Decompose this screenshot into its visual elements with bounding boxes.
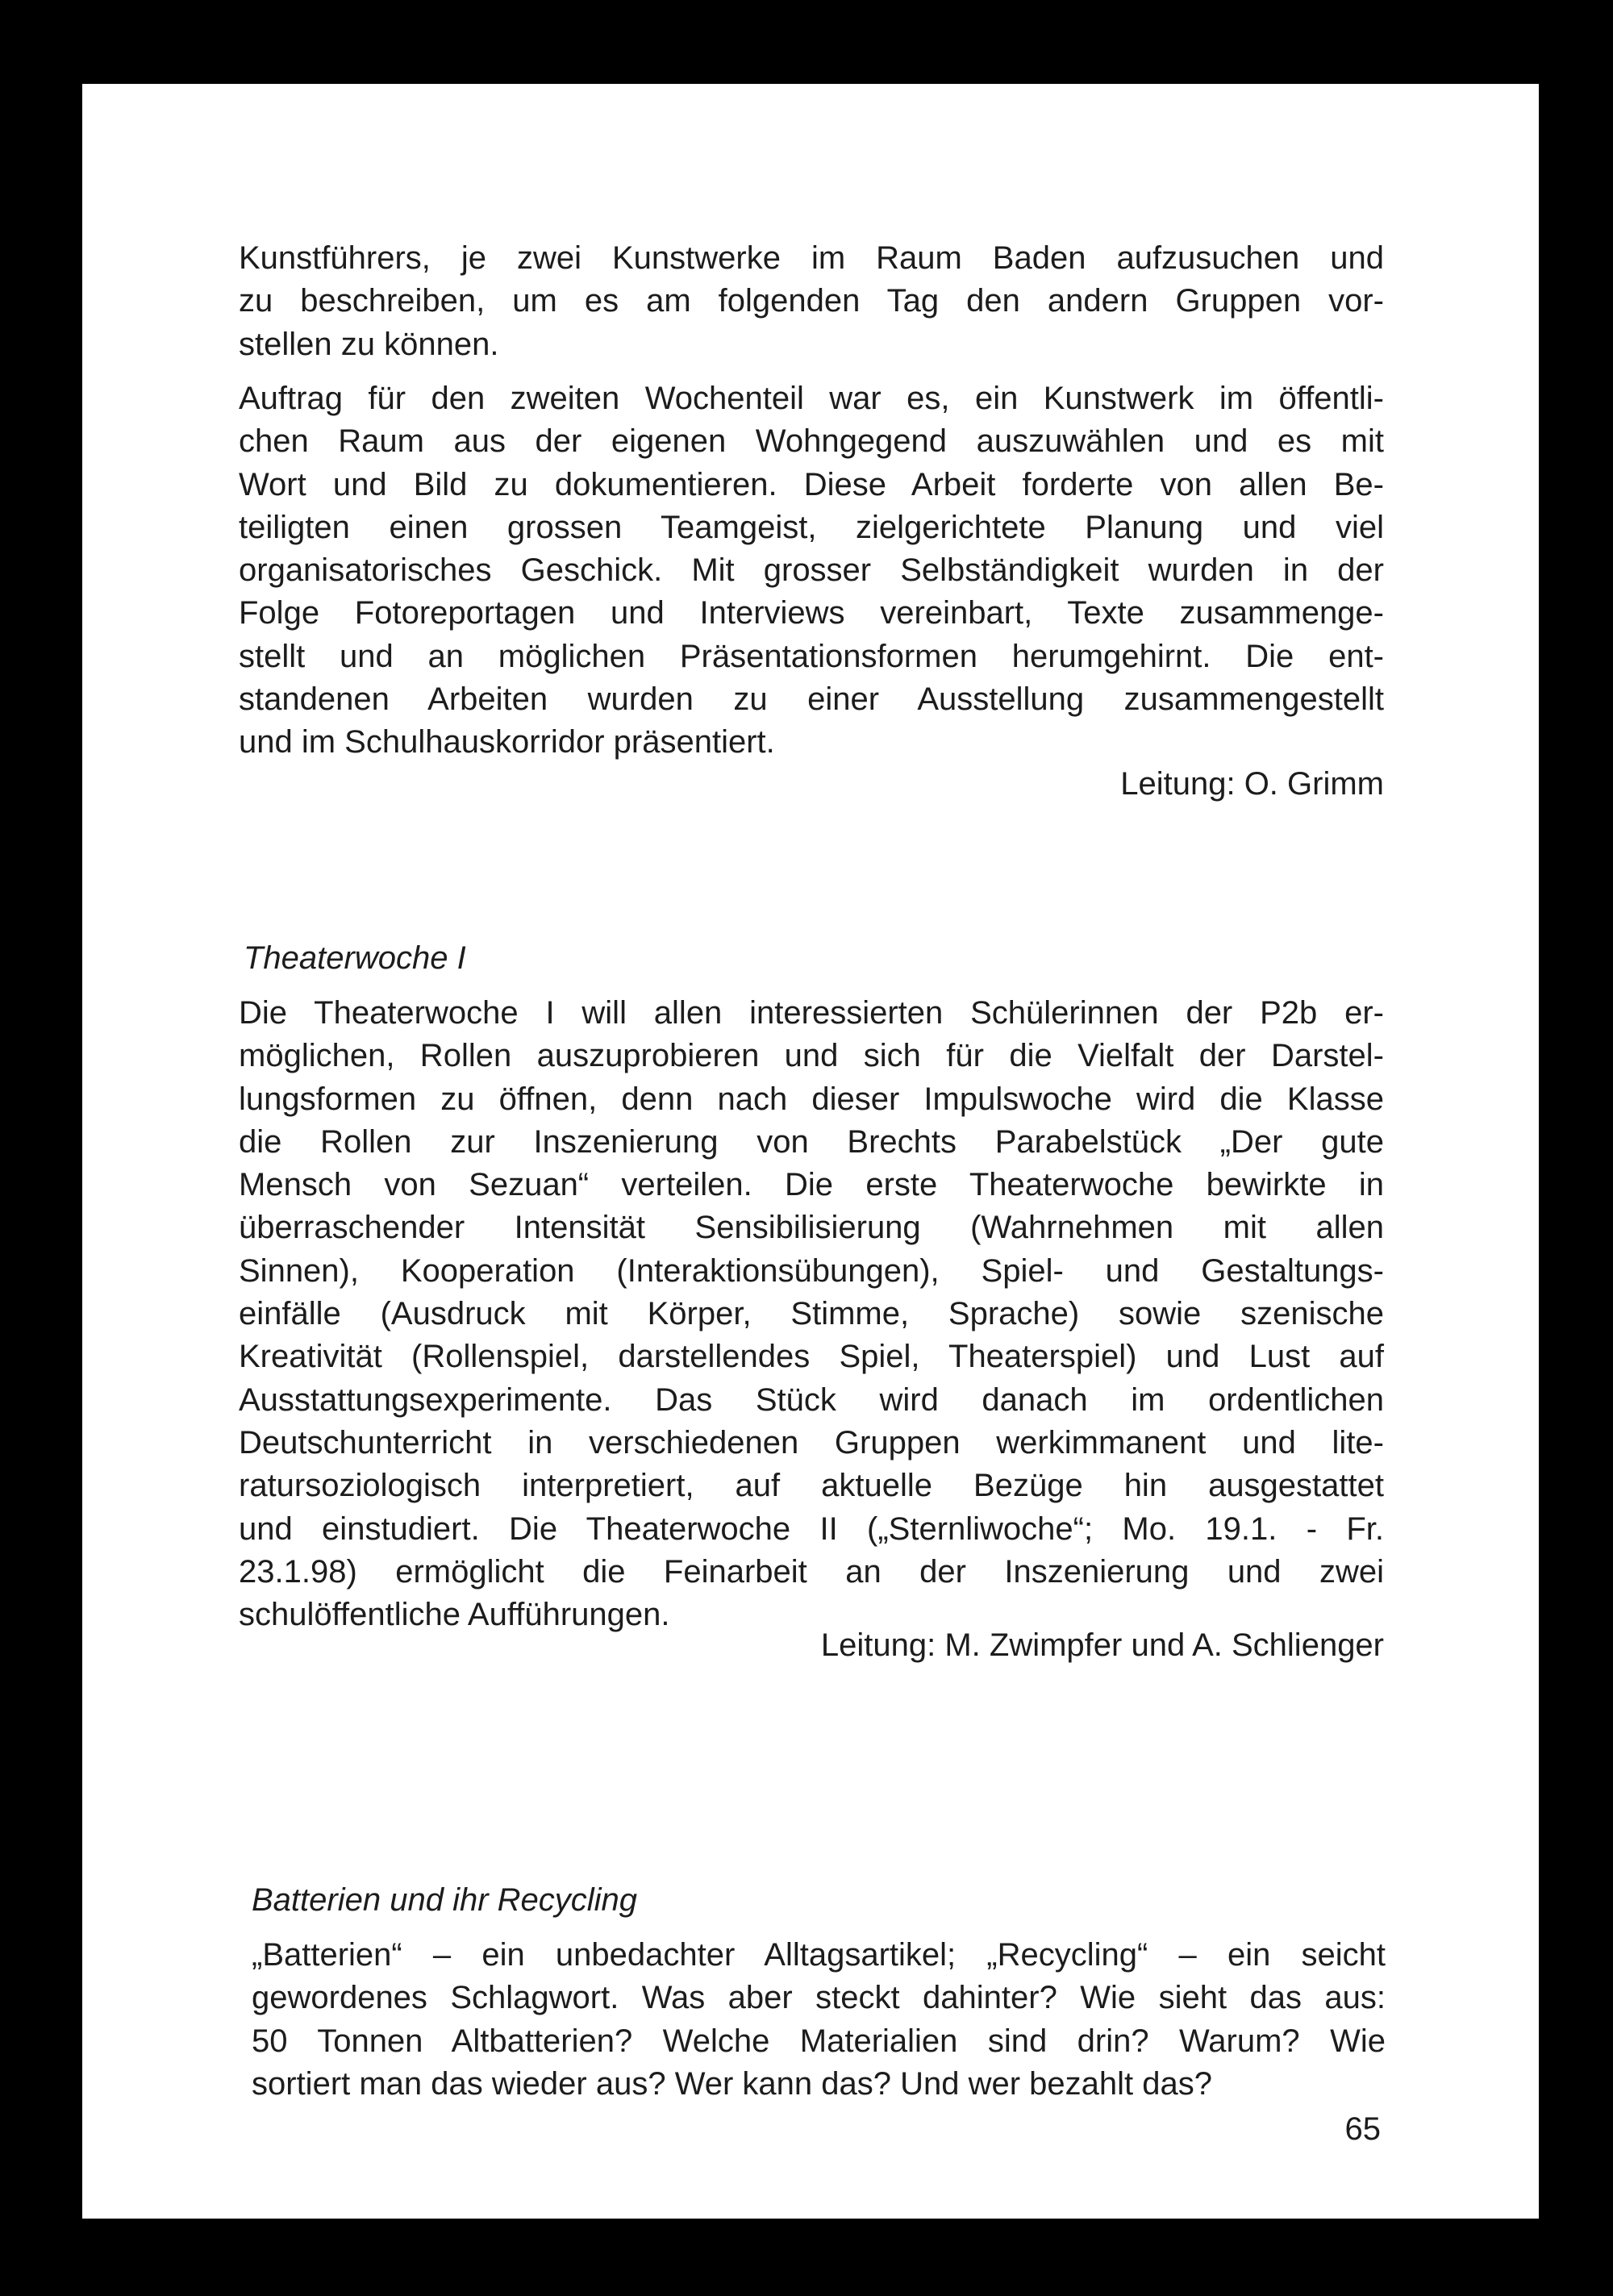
text-line: Folge Fotoreportagen und Interviews vereinbart, Texte zusammenge-	[239, 595, 1384, 631]
section2-credit: Leitung: M. Zwimpfer und A. Schlienger	[820, 1627, 1384, 1663]
text-line: schulöffentliche Aufführungen.	[239, 1597, 670, 1633]
text-line: 23.1.98) ermöglicht die Feinarbeit an der Inszenierung und zwei	[239, 1553, 1384, 1590]
text-line: organisatorisches Geschick. Mit grosser Selbständigkeit wurden in der	[239, 552, 1384, 589]
text-line: gewordenes Schlagwort. Was aber steckt dahinter? Wie sieht das aus:	[252, 1980, 1386, 2016]
document-page	[82, 84, 1539, 2219]
section3-paragraph	[252, 1934, 1386, 2106]
text-line: lungsformen zu öffnen, denn nach dieser Impulswoche wird die Klasse	[239, 1081, 1384, 1117]
text-line: überraschender Intensität Sensibilisierung (Wahrnehmen mit allen	[239, 1210, 1384, 1246]
text-line: Kreativität (Rollenspiel, darstellendes Spiel, Theaterspiel) und Lust auf	[239, 1339, 1384, 1375]
text-line: Mensch von Sezuan“ verteilen. Die erste Theaterwoche bewirkte in	[239, 1167, 1384, 1203]
text-line: und im Schulhauskorridor präsentiert.	[239, 724, 775, 760]
text-line: und einstudiert. Die Theaterwoche II („Sternliwoche“; Mo. 19.1. - Fr.	[239, 1511, 1384, 1547]
section1-paragraph-2	[239, 377, 1384, 765]
text-line: standenen Arbeiten wurden zu einer Ausstellung zusammengestellt	[239, 681, 1384, 718]
section1-credit: Leitung: O. Grimm	[1120, 766, 1384, 802]
section2-paragraph	[239, 992, 1384, 1636]
page-number: 65	[1344, 2111, 1381, 2147]
text-line: teiligten einen grossen Teamgeist, zielgerichtete Planung und viel	[239, 509, 1384, 545]
text-line: Sinnen), Kooperation (Interaktionsübungen), Spiel- und Gestaltungs-	[239, 1252, 1384, 1289]
text-line: Die Theaterwoche I will allen interessierten Schülerinnen der P2b er-	[239, 995, 1384, 1031]
section1-paragraph-1	[239, 237, 1384, 366]
text-line: sortiert man das wieder aus? Wer kann das? Und wer bezahlt das?	[252, 2065, 1212, 2102]
text-line: stellt und an möglichen Präsentationsformen herumgehirnt. Die ent-	[239, 638, 1384, 674]
text-line: Auftrag für den zweiten Wochenteil war es, ein Kunstwerk im öffentli-	[239, 381, 1384, 416]
section2-heading: Theaterwoche I	[244, 940, 466, 976]
text-line: ratursoziologisch interpretiert, auf aktuelle Bezüge hin ausgestattet	[239, 1468, 1384, 1504]
text-line: „Batterien“ – ein unbedachter Alltagsartikel; „Recycling“ – ein seicht	[252, 1937, 1386, 1973]
text-line: einfälle (Ausdruck mit Körper, Stimme, Sprache) sowie szenische	[239, 1296, 1384, 1332]
text-line: chen Raum aus der eigenen Wohngegend auszuwählen und es mit	[239, 423, 1384, 460]
text-line: Deutschunterricht in verschiedenen Gruppen werkimmanent und lite-	[239, 1424, 1384, 1461]
text-line: möglichen, Rollen auszuprobieren und sich für die Vielfalt der Darstel-	[239, 1038, 1384, 1074]
text-line: zu beschreiben, um es am folgenden Tag den andern Gruppen vor-	[239, 283, 1384, 319]
text-line: stellen zu können.	[239, 326, 499, 362]
text-line: Wort und Bild zu dokumentieren. Diese Arbeit forderte von allen Be-	[239, 466, 1384, 502]
section3-heading: Batterien und ihr Recycling	[252, 1882, 638, 1918]
text-line: Kunstführers, je zwei Kunstwerke im Raum Baden aufzusuchen und	[239, 240, 1384, 276]
text-line: Ausstattungsexperimente. Das Stück wird danach im ordentlichen	[239, 1381, 1384, 1418]
text-line: 50 Tonnen Altbatterien? Welche Materialien sind drin? Warum? Wie	[252, 2023, 1386, 2059]
text-line: die Rollen zur Inszenierung von Brechts Parabelstück „Der gute	[239, 1123, 1384, 1160]
